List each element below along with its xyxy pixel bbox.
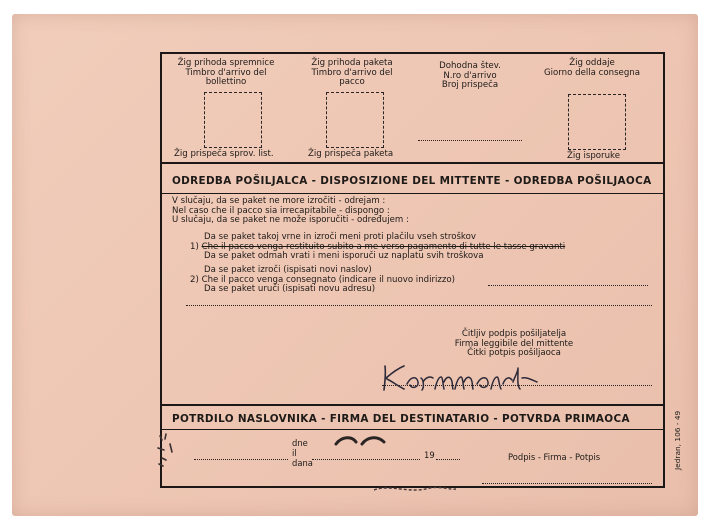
new-address-line2[interactable] xyxy=(186,305,652,306)
header-col1 xyxy=(172,59,280,88)
date-prefix xyxy=(292,439,313,469)
option1-it: Che il pacco venga restituito subito a me verso pagamento di tutte le tasse gravanti xyxy=(201,241,566,252)
intro-sl: V slučaju, da se paket ne more izročiti - odrejam : xyxy=(172,196,386,206)
date-il: il xyxy=(292,447,297,458)
stamp-box-bulletin xyxy=(204,92,262,148)
header-col2 xyxy=(298,59,406,88)
header-col3-line1: Dohodna štev. xyxy=(439,61,501,71)
option2-number: 2) xyxy=(190,274,199,285)
printer-imprint: Jedran, 106 - 49 xyxy=(673,410,682,470)
sender-sign-hr: Čitki potpis pošiljaoca xyxy=(467,348,561,359)
header-col1-line2: Timbro d'arrivo del xyxy=(185,67,267,78)
sender-sign-sl: Čitljiv podpis pošiljatelja xyxy=(461,329,567,339)
date-field[interactable] xyxy=(312,459,420,460)
sender-signature-label xyxy=(424,330,604,359)
date-dana: dana xyxy=(292,457,313,468)
disposition-title: ODREDBA POŠILJALCA - DISPOSIZIONE DEL MITTENTE - ODREDBA POŠILJAOCA xyxy=(172,175,652,187)
year-prefix: 19 xyxy=(424,450,435,460)
place-field[interactable] xyxy=(194,459,288,460)
arrival-number-field[interactable] xyxy=(418,140,522,141)
header-col3 xyxy=(420,62,520,91)
stamp-box-delivery xyxy=(568,94,626,150)
option1-number: 1) xyxy=(190,241,199,252)
form-frame xyxy=(160,52,665,488)
divider-header xyxy=(162,162,663,164)
header-col1-bottom: Žig prispeča sprov. list. xyxy=(174,149,274,159)
recipient-signature-line[interactable] xyxy=(482,483,652,484)
divider-recipient-title xyxy=(162,429,663,430)
recipient-signature-label: Podpis - Firma - Potpis xyxy=(508,452,601,462)
intro-hr: U slučaju, da se paket ne može isporučiti - određujem : xyxy=(172,215,409,226)
header-col1-line1: Žig prihoda spremnice xyxy=(177,58,275,68)
stamp-remnant xyxy=(156,430,190,470)
intro-it: Nel caso che il pacco sia irrecapitabile - dispongo : xyxy=(172,205,390,216)
option1-hr: Da se paket odmah vrati i meni isporuči uz naplatu svih troškova xyxy=(204,251,484,262)
intro-lines xyxy=(172,197,409,226)
option2-sl: Da se paket izroči (ispisati novi naslov) xyxy=(204,265,372,275)
header-col2-line1: Žig prihoda paketa xyxy=(311,58,393,68)
option2-it: Che il pacco venga consegnato (indicare il nuovo indirizzo) xyxy=(201,274,456,285)
header-col3-line2: N.ro d'arrivo xyxy=(443,70,497,81)
header-col4-bottom: Žig isporuke xyxy=(567,151,620,161)
divider-title xyxy=(162,193,663,194)
header-col4 xyxy=(532,59,652,78)
option2-hr: Da se paket uruči (ispisati novu adresu) xyxy=(204,284,376,295)
header-col2-line2: Timbro d'arrivo del xyxy=(311,67,393,78)
header-col1-line3: bollettino xyxy=(205,77,247,88)
option2 xyxy=(190,266,455,295)
option1 xyxy=(190,233,565,262)
edge-smudge xyxy=(370,480,460,498)
recipient-title: POTRDILO NASLOVNIKA - FIRMA DEL DESTINATARIO - POTVRDA PRIMAOCA xyxy=(172,413,630,425)
date-dne: dne xyxy=(292,438,308,448)
year-field[interactable] xyxy=(436,459,460,460)
option1-sl: Da se paket takoj vrne in izroči meni proti plačilu vseh stroškov xyxy=(204,232,476,242)
handwritten-signature xyxy=(377,358,577,398)
sender-sign-it: Firma leggibile del mittente xyxy=(454,338,574,349)
ink-smudge xyxy=(332,430,388,452)
divider-recipient xyxy=(162,404,663,406)
new-address-line1[interactable] xyxy=(488,285,648,286)
header-col3-line3: Broj prispeča xyxy=(441,80,499,91)
stamp-box-parcel xyxy=(326,92,384,148)
header-col2-line3: pacco xyxy=(339,77,365,88)
header-col4-line2: Giorno della consegna xyxy=(544,67,640,78)
header-col2-bottom: Žig prispeča paketa xyxy=(308,149,394,159)
header-col4-line1: Žig oddaje xyxy=(569,58,615,68)
